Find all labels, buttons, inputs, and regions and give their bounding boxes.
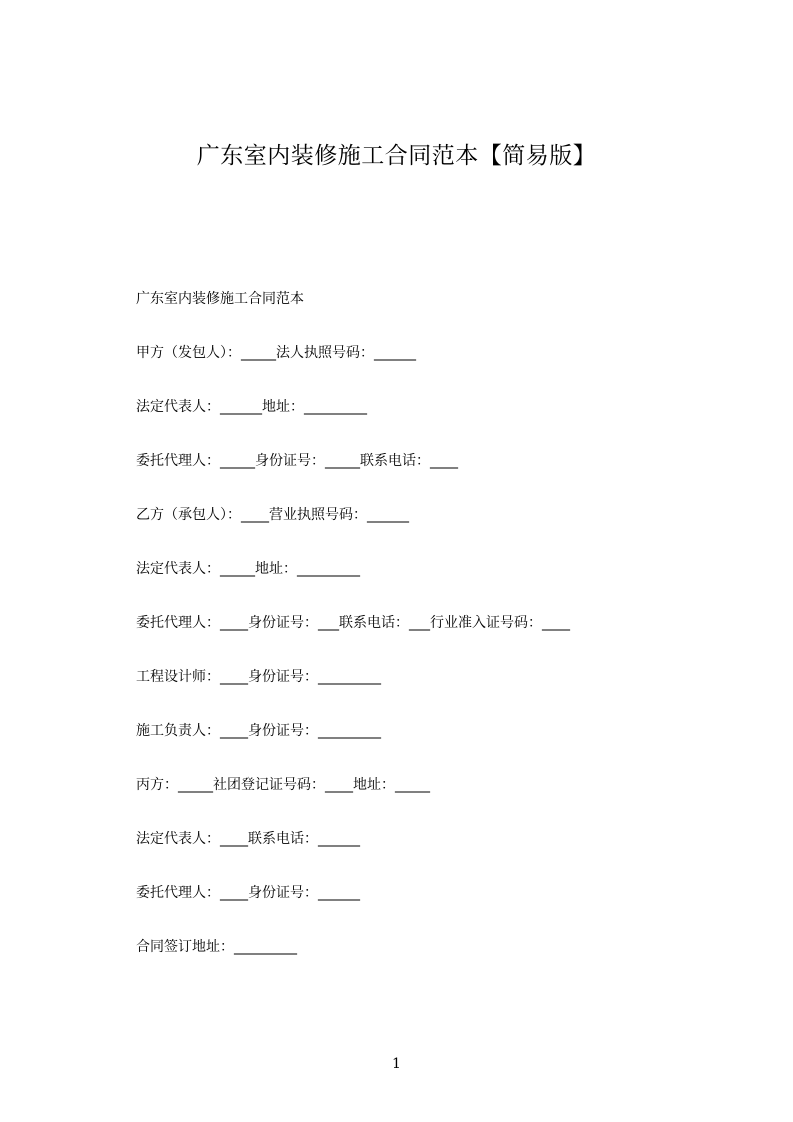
page-number: 1 xyxy=(392,1056,401,1072)
party-a-agent-line: 委托代理人：_____身份证号：_____联系电话：____ xyxy=(136,453,458,469)
party-b-legal-rep-line: 法定代表人：_____地址：_________ xyxy=(136,561,360,577)
party-b-agent-line: 委托代理人：____身份证号：___联系电话：___行业准入证号码：____ xyxy=(136,615,570,631)
party-a-legal-rep-line: 法定代表人：______地址：_________ xyxy=(136,399,367,415)
engineering-designer-line: 工程设计师：____身份证号：_________ xyxy=(136,669,381,685)
party-c-line: 丙方：_____社团登记证号码：____地址：_____ xyxy=(136,777,430,793)
contract-party-fields xyxy=(136,343,570,991)
party-a-line: 甲方（发包人）：_____法人执照号码：______ xyxy=(136,345,416,361)
construction-manager-line: 施工负责人：____身份证号：_________ xyxy=(136,723,381,739)
document-title: 广东室内装修施工合同范本【简易版】 xyxy=(196,143,597,169)
party-b-line: 乙方（承包人）：____营业执照号码：______ xyxy=(136,507,409,523)
contract-subheading: 广东室内装修施工合同范本 xyxy=(136,291,304,307)
party-c-legal-rep-line: 法定代表人：____联系电话：______ xyxy=(136,831,360,847)
contract-signing-address-line: 合同签订地址：_________ xyxy=(136,939,297,955)
party-c-agent-line: 委托代理人：____身份证号：______ xyxy=(136,885,360,901)
